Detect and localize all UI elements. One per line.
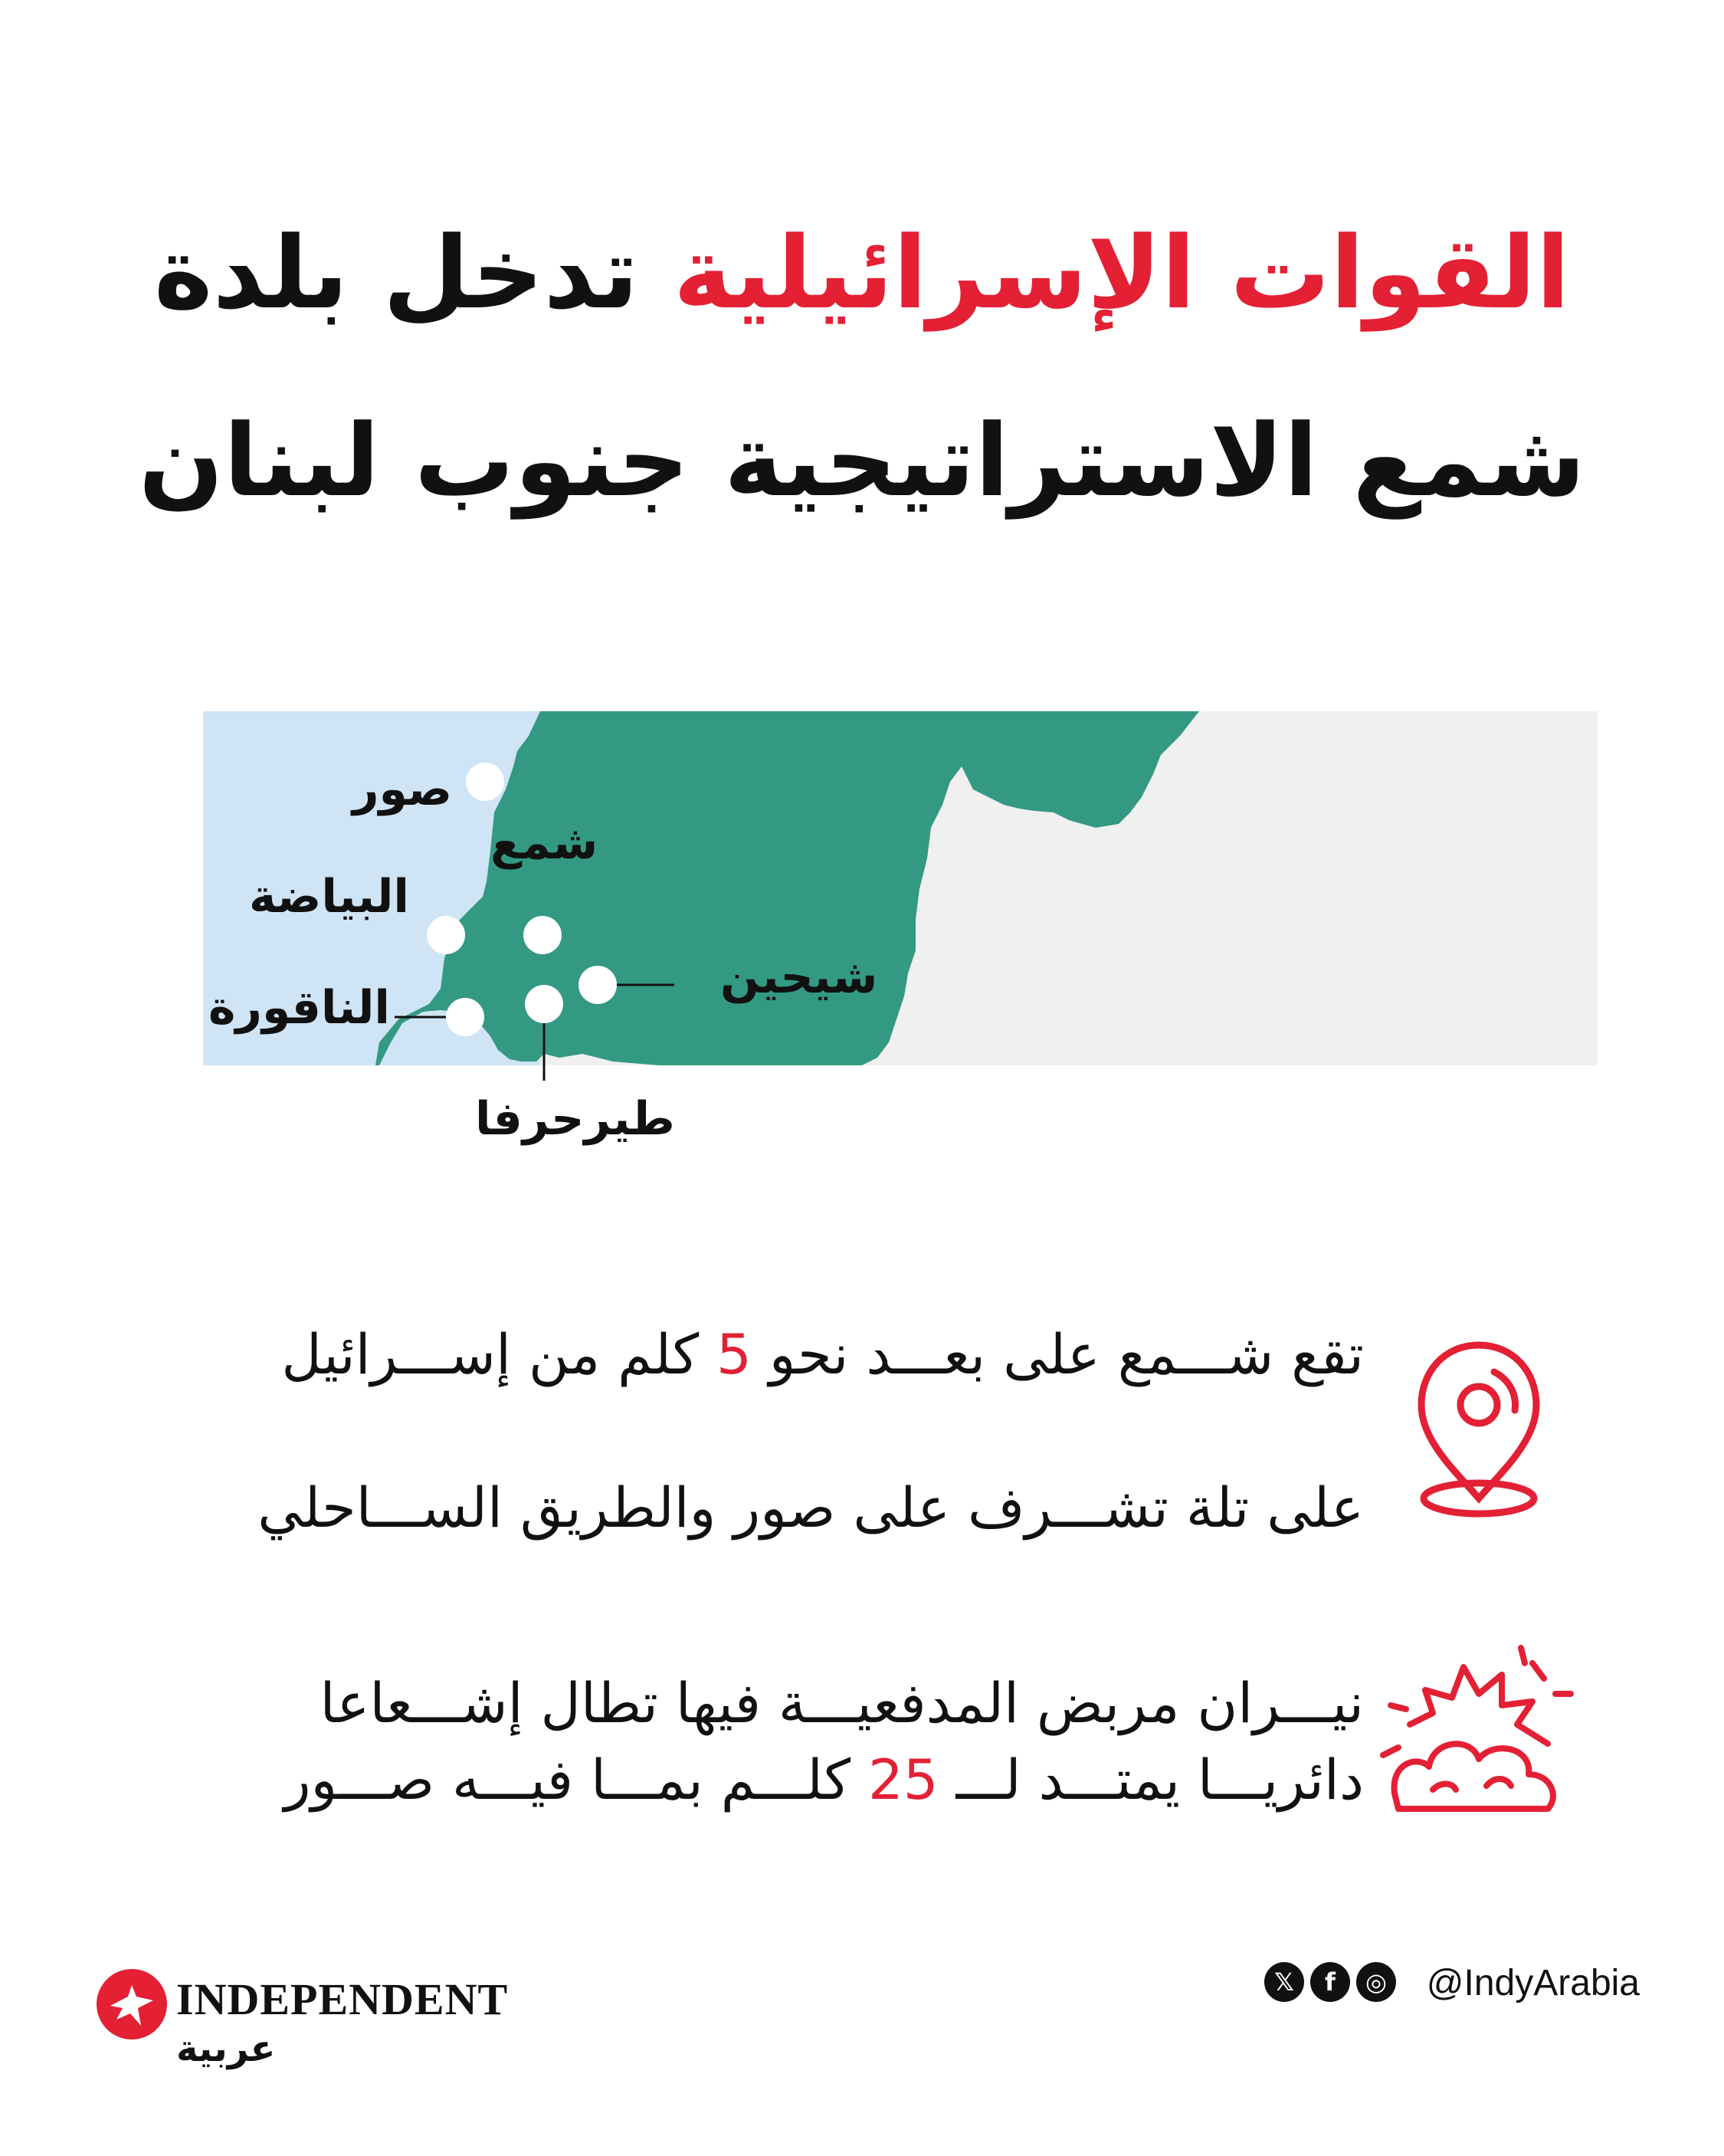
title-highlight: القوات الإسرائيلية (673, 215, 1571, 331)
brand-name: INDEPENDENT (176, 1974, 509, 2024)
title-rest: تدخل بلدة (153, 215, 639, 331)
place-label-naqoura: الناقورة (208, 981, 390, 1035)
fact1-line1: تقع شـــمع على بعـــد نحو 5 كلم من إســـرائيل (281, 1322, 1364, 1386)
brand-arabic: عربية (176, 2027, 276, 2070)
social-handle[interactable]: @IndyArabia (1426, 1963, 1640, 2003)
place-label-tyre: صور (352, 763, 453, 816)
fact2-number: 25 (867, 1747, 939, 1812)
fact2-line1: نيـــران مربض المدفعيـــة فيها تطال إشـــعاعا (320, 1671, 1364, 1735)
explosion-icon (1379, 1633, 1578, 1824)
place-label-shihin: شيحين (720, 950, 878, 1004)
marker-tyre (466, 763, 504, 801)
marker-tayr-harfa (525, 985, 563, 1023)
marker-naqoura (446, 998, 484, 1036)
place-label-shama: شمع (490, 816, 598, 870)
place-label-tayr-harfa: طيرحرفا (475, 1092, 675, 1146)
marker-shihin (578, 966, 617, 1004)
facebook-icon[interactable]: f (1310, 1962, 1350, 2002)
page-title-line2: شمع الاستراتيجية جنوب لبنان (138, 402, 1586, 519)
location-pin-icon (1414, 1337, 1544, 1521)
x-icon[interactable]: 𝕏 (1264, 1962, 1304, 2002)
marker-shama (523, 916, 562, 954)
instagram-icon[interactable]: ◎ (1356, 1962, 1396, 2002)
fact1-line2: على تلة تشـــرف على صور والطريق الســـاحلي (257, 1475, 1364, 1540)
fact1-number: 5 (716, 1322, 752, 1386)
marker-bayada (427, 916, 465, 954)
place-label-bayada: البياضة (249, 870, 409, 924)
brand-logo-icon (93, 1966, 170, 2043)
fact2-line2: دائريـــا يمتـــد لـــ 25 كلـــم بمـــا فيـــه صـــور (284, 1747, 1364, 1812)
